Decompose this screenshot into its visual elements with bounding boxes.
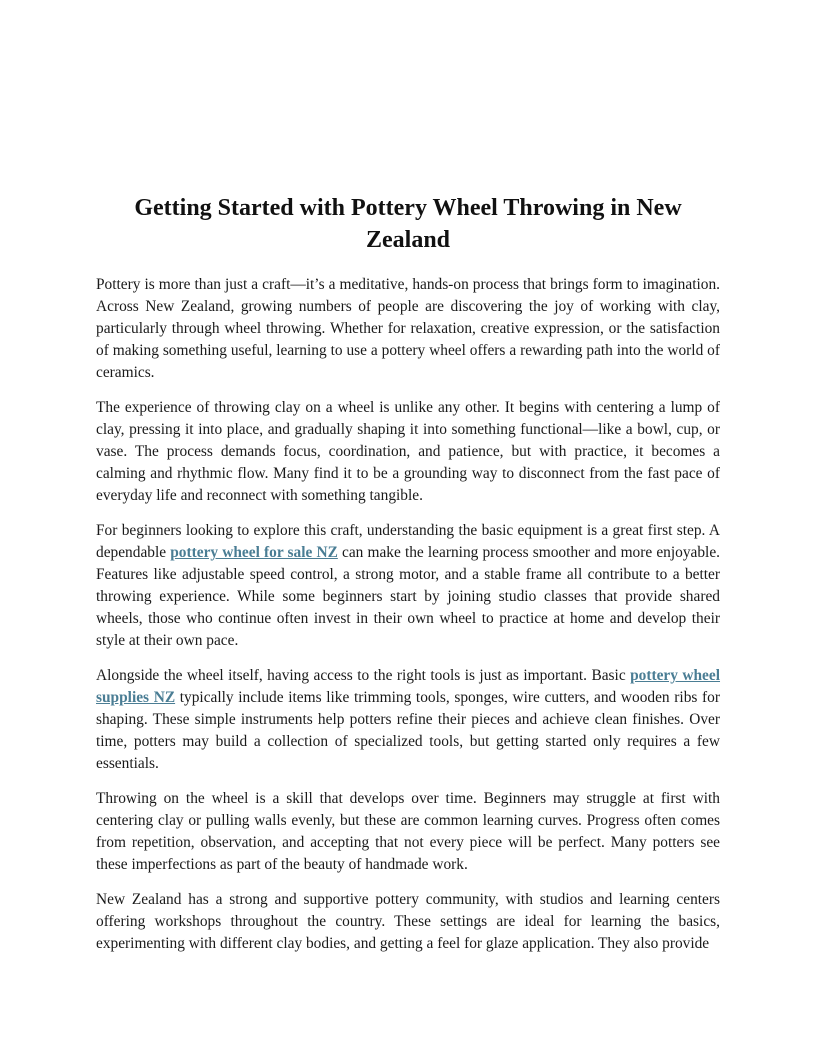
document-title: Getting Started with Pottery Wheel Throwing in New Zealand xyxy=(134,195,682,253)
paragraph-4 xyxy=(96,665,720,775)
paragraph-2: The experience of throwing clay on a wheel is unlike any other. It begins with centering a lump of clay, pressing it into place, and gradually shaping it into something functional—like a bowl, cup, or vase. The process demands focus, coordination, and patience, but with practice, it becomes a calming and rhythmic flow. Many find it to be a grounding way to disconnect from the fast pace of everyday life and reconnect with something tangible. xyxy=(96,399,720,504)
pottery-wheel-for-sale-link[interactable]: pottery wheel for sale NZ xyxy=(170,544,338,561)
paragraph-3-text-after: can make the learning process smoother and more enjoyable. Features like adjustable speed control, a strong motor, and a stable frame all contribute to a better throwing experience. While some beginners start by joining studio classes that provide shared wheels, those who continue often invest in their own wheel to practice at home and develop their style at their own pace. xyxy=(96,544,721,649)
paragraph-3-text-before: For beginners looking to explore this craft, understanding the basic equipment is a great first step. A dependable xyxy=(96,522,720,561)
paragraph-4-text-after: typically include items like trimming tools, sponges, wire cutters, and wooden ribs for shaping. These simple instruments help potters refine their pieces and achieve clean finishes. Over time, potters may build a collection of specialized tools, but getting started only requires a few essentials. xyxy=(96,689,720,772)
paragraph-5: Throwing on the wheel is a skill that develops over time. Beginners may struggle at first with centering clay or pulling walls evenly, but these are common learning curves. Progress often comes from repetition, observation, and accepting that not every piece will be perfect. Many potters see these imperfections as part of the beauty of handmade work. xyxy=(96,790,720,873)
pottery-wheel-supplies-link[interactable]: pottery wheel supplies NZ xyxy=(96,667,721,706)
document-page xyxy=(96,192,720,968)
paragraph-3 xyxy=(96,520,720,652)
paragraph-4-text-before: Alongside the wheel itself, having access to the right tools is just as important. Basic xyxy=(96,667,631,684)
paragraph-6: New Zealand has a strong and supportive pottery community, with studios and learning centers offering workshops throughout the country. These settings are ideal for learning the basics, experimenting with different clay bodies, and getting a feel for glaze application. They also provide xyxy=(96,891,720,952)
paragraph-1: Pottery is more than just a craft—it’s a meditative, hands-on process that brings form to imagination. Across New Zealand, growing numbers of people are discovering the joy of working with clay, particularly through wheel throwing. Whether for relaxation, creative expression, or the satisfaction of making something useful, learning to use a pottery wheel offers a rewarding path into the world of ceramics. xyxy=(96,276,720,381)
